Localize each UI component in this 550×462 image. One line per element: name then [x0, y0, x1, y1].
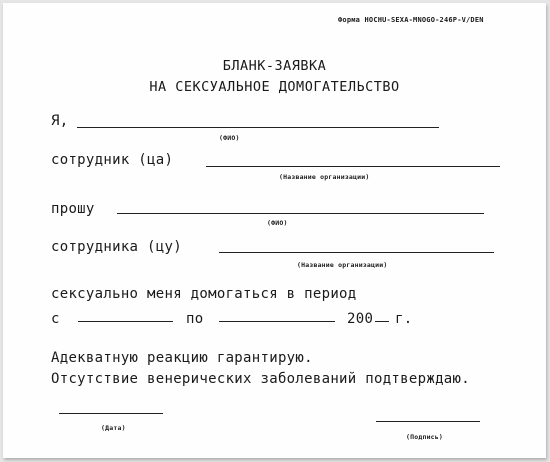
row1-name-field[interactable] — [77, 127, 439, 128]
row4-hint: (Название организации) — [297, 261, 388, 269]
form-title-line1: БЛАНК-ЗАЯВКА — [222, 58, 327, 74]
row2-hint: (Название организации) — [279, 173, 370, 181]
application-form-sheet — [3, 3, 546, 458]
date-field[interactable] — [59, 413, 163, 414]
year-suffix: г. — [395, 311, 413, 327]
period-text: сексуально меня домогаться в период — [51, 286, 357, 302]
date-from-label: с — [51, 311, 60, 327]
signature-hint: (Подпись) — [406, 433, 444, 441]
row2-label: сотрудник (ца) — [51, 152, 174, 168]
statement-reaction: Адекватную реакцию гарантирую. — [51, 350, 313, 366]
row1-hint: (ФИО) — [219, 134, 240, 142]
row4-label: сотрудника (цу) — [51, 239, 182, 255]
date-from-field[interactable] — [78, 321, 173, 322]
row3-name-field[interactable] — [117, 213, 484, 214]
row3-label: прошу — [51, 201, 95, 217]
date-to-label: по — [186, 311, 204, 327]
row4-organization-field[interactable] — [219, 252, 494, 253]
date-to-field[interactable] — [219, 321, 335, 322]
form-title-line2: НА СЕКСУАЛЬНОЕ ДОМОГАТЕЛЬСТВО — [149, 79, 400, 95]
year-field[interactable] — [375, 321, 389, 322]
year-prefix: 200 — [347, 311, 374, 327]
row3-hint: (ФИО) — [267, 219, 288, 227]
signature-field[interactable] — [376, 421, 480, 422]
form-code: Форма HOCHU-SEXA-MNOGO-246P-V/DEN — [338, 16, 484, 24]
date-hint: (Дата) — [101, 424, 126, 432]
row1-label: Я, — [51, 113, 69, 129]
row2-organization-field[interactable] — [206, 166, 500, 167]
statement-health: Отсутствие венерических заболеваний подтверждаю. — [51, 371, 470, 387]
